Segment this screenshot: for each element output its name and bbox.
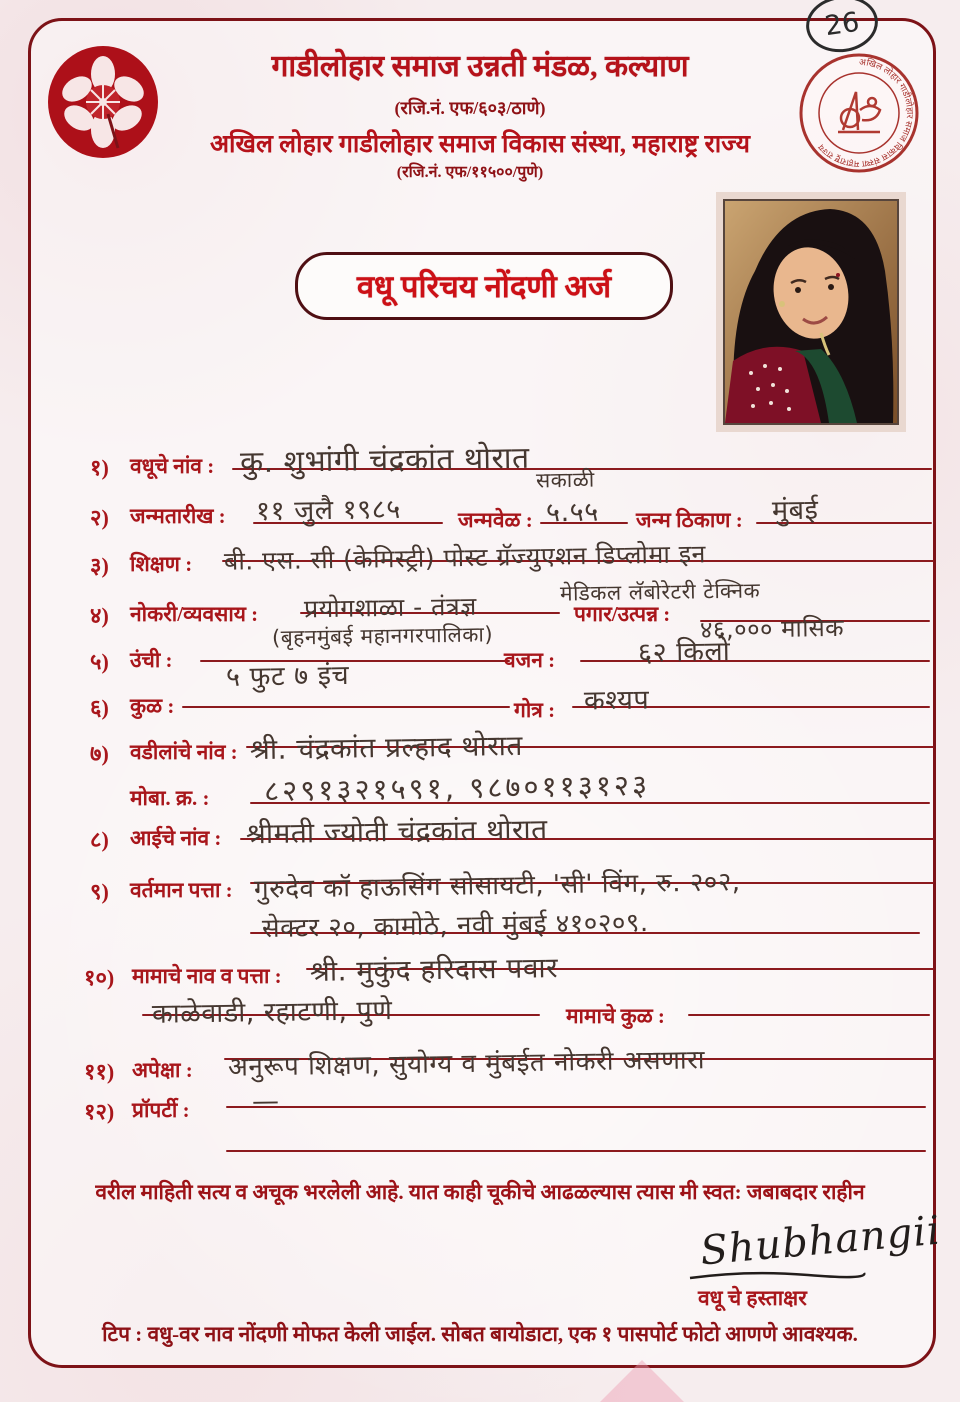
registration-number-2: (रजि.नं. एफ/११५००/पुणे)	[396, 164, 544, 181]
field12-value: —	[251, 1085, 280, 1118]
stamp-icon	[798, 52, 920, 174]
field1-value: कु. शुभांगी चंद्रकांत थोरात	[239, 440, 530, 481]
field3-number: ३)	[90, 553, 109, 578]
field10-value-line2: काळेवाडी, रहाटणी, पुणे	[151, 995, 393, 1030]
portrait-image	[725, 201, 897, 423]
organization-title: गाडीलोहार समाज उन्नती मंडळ, कल्याण	[271, 50, 689, 83]
field4-label2: पगार/उत्पन्न :	[574, 602, 671, 626]
society-emblem-logo	[46, 44, 160, 160]
field4-label: नोकरी/व्यवसाय :	[130, 602, 259, 626]
field4-value-line2: (बृहनमुंबई महानगरपालिका)	[271, 622, 494, 650]
emblem-flower-icon	[46, 44, 160, 160]
field2-value2: ५.५५	[545, 496, 599, 529]
field5-value2: ६२ किलो	[637, 636, 731, 669]
field6-line	[182, 706, 510, 708]
declaration-text: वरील माहिती सत्य व अचूक भरलेली आहे. यात काही चूकीचे आढळल्यास त्यास मी स्वत: जबाबदार राहीन	[95, 1180, 865, 1204]
field11-value: अनुरूप शिक्षण, सुयोग्य व मुंबईत नोकरी असणारा	[227, 1045, 706, 1083]
bride-photo-frame	[723, 199, 899, 425]
field2-value: ११ जुलै १९८५	[255, 493, 402, 528]
field11-label: अपेक्षा :	[132, 1058, 193, 1082]
field2-number: २)	[90, 505, 109, 530]
field2-value2-note: सकाळी	[535, 467, 595, 493]
field5-label2: वजन :	[504, 648, 556, 672]
field10-value: श्री. मुकुंद हरिदास पवार	[309, 951, 559, 988]
field2-label: जन्मतारीख :	[130, 504, 226, 528]
form-title-box	[295, 252, 673, 320]
field7-label: वडीलांचे नांव :	[130, 740, 238, 764]
field1-label: वधूचे नांव :	[130, 454, 215, 478]
field6-value2: कश्यप	[583, 684, 650, 717]
field9-value: गुरुदेव कॉ हाऊसिंग सोसायटी, 'सी' विंग, रु. २०२,	[253, 867, 741, 905]
field8-number: ८)	[90, 827, 109, 852]
field5-value: ५ फुट ७ इंच	[225, 660, 350, 693]
organization-round-stamp	[798, 52, 920, 174]
field7-label2: मोबा. क्र. :	[130, 786, 210, 810]
field5-number: ५)	[90, 649, 109, 674]
field5-label: उंची :	[130, 648, 173, 672]
signature-flourish	[688, 1268, 868, 1282]
field8-value: श्रीमती ज्योती चंद्रकांत थोरात	[245, 812, 548, 851]
bride-signature: Shubhangii	[698, 1207, 943, 1275]
stamp-ring-text: अखिल लोहार गाडीलोहार समाज विकास संस्था महाराष्ट्र राज्य	[816, 56, 916, 170]
field6-label: कुळ :	[130, 694, 175, 718]
field6-number: ६)	[90, 695, 109, 720]
field1-number: १)	[90, 455, 109, 480]
field8-label: आईचे नांव :	[130, 826, 222, 850]
field12-number: १२)	[84, 1099, 115, 1124]
field9-value-line2: सेक्टर २०, कामोठे, नवी मुंबई ४१०२०९.	[261, 907, 649, 945]
scan-artifact	[600, 1360, 684, 1402]
organization-subtitle: अखिल लोहार गाडीलोहार समाज विकास संस्था, महाराष्ट्र राज्य	[209, 131, 751, 158]
signature-label: वधू चे हस्ताक्षर	[698, 1286, 807, 1310]
field7-value2: ८२९१३२१५९१, ९८७०११३१२३	[263, 767, 651, 809]
form-title: वधू परिचय नोंदणी अर्ज	[356, 269, 612, 304]
field3-label: शिक्षण :	[130, 552, 193, 576]
field10-label2: मामाचे कुळ :	[566, 1004, 665, 1028]
field12-label: प्रॉपर्टी :	[132, 1098, 190, 1122]
field3-value: बी. एस. सी (केमिस्ट्री) पोस्ट ग्रॅज्युएशन डिप्लोमा इन	[223, 539, 707, 576]
field10-label: मामाचे नाव व पत्ता :	[132, 964, 282, 988]
field4-value2: ४६,००० मासिक	[699, 613, 845, 645]
registration-number-1: (रजि.नं. एफ/६०३/ठाणे)	[394, 98, 546, 118]
field3-value-line2: मेडिकल लॅबोरेटरी टेक्निक	[559, 578, 761, 606]
field9-label: वर्तमान पत्ता :	[130, 878, 233, 902]
field2-label3: जन्म ठिकाण :	[636, 508, 743, 532]
field5-line2	[580, 660, 930, 662]
field7-number: ७)	[90, 741, 109, 766]
field4-value: प्रयोगशाळा - तंत्रज्ञ	[303, 591, 477, 624]
field12-line2	[226, 1150, 926, 1152]
field12-line	[226, 1106, 926, 1108]
field2-label2: जन्मवेळ :	[458, 508, 533, 532]
field10-line3	[688, 1014, 930, 1016]
field2-value3: मुंबई	[771, 494, 819, 527]
field11-number: ११)	[84, 1059, 115, 1084]
field7-value: श्री. चंद्रकांत प्रल्हाद थोरात	[249, 728, 524, 767]
field9-number: ९)	[90, 879, 109, 904]
page-number-text: 26	[822, 6, 862, 42]
footer-note: टिप : वधु-वर नाव नोंदणी मोफत केली जाईल. सोबत बायोडाटा, एक १ पासपोर्ट फोटो आणणे आवश्यक.	[102, 1322, 858, 1346]
bride-photo	[716, 192, 906, 432]
field10-number: १०)	[84, 965, 115, 990]
field4-number: ४)	[90, 603, 109, 628]
field6-label2: गोत्र :	[514, 698, 556, 722]
